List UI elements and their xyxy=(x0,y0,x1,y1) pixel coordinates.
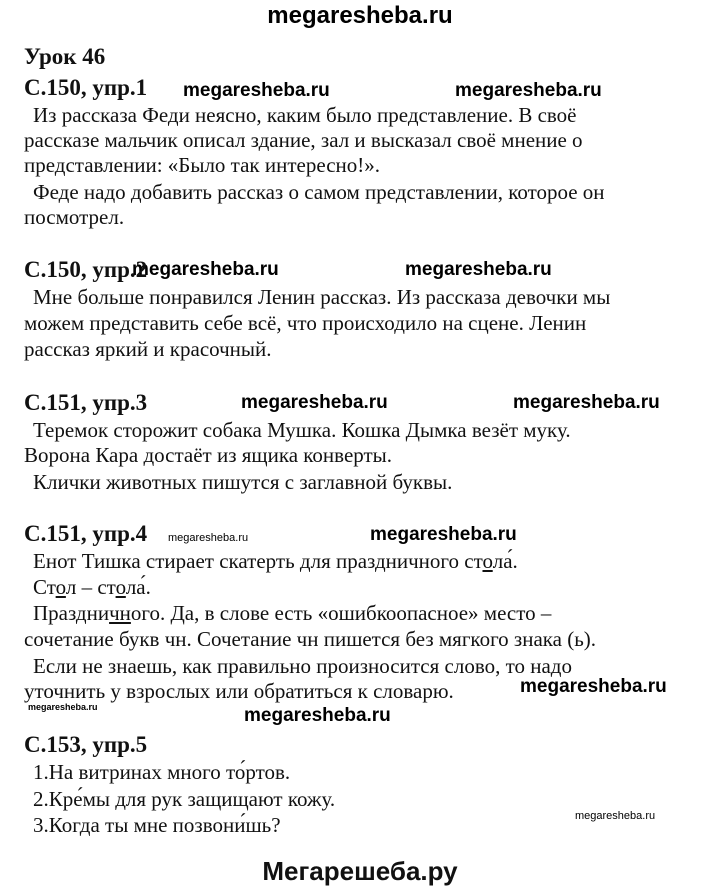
exercise-5-heading: С.153, упр.5 xyxy=(24,732,148,757)
exercise-1-line: Из рассказа Феди неясно, каким было представление. В своё xyxy=(33,103,577,127)
exercise-1-line: посмотрел. xyxy=(24,205,125,229)
exercise-3-line: Клички животных пишутся с заглавной буквы. xyxy=(33,470,453,494)
lesson-title: Урок 46 xyxy=(24,44,106,69)
footer-site-name: Мегарешеба.ру xyxy=(262,856,458,886)
watermark: megaresheba.ru xyxy=(575,810,656,822)
top-watermark: megaresheba.ru xyxy=(267,2,453,29)
exercise-3-heading: С.151, упр.3 xyxy=(24,390,148,415)
exercise-2-line: рассказ яркий и красочный. xyxy=(24,337,272,361)
exercise-5-line: 3.Когда ты мне позвони́шь? xyxy=(33,813,281,837)
exercise-4-line: Енот Тишка стирает скатерть для праздничного стола́. xyxy=(33,549,518,573)
watermark: megaresheba.ru xyxy=(405,259,552,280)
exercise-2-heading: С.150, упр.2 xyxy=(24,257,148,282)
watermark: megaresheba.ru xyxy=(241,392,388,413)
watermark: megaresheba.ru xyxy=(370,524,517,545)
watermark: megaresheba.ru xyxy=(132,259,279,280)
exercise-5-line: 1.На витринах много то́ртов. xyxy=(33,760,291,784)
exercise-1-line: рассказе мальчик описал здание, зал и высказал своё мнение о xyxy=(24,128,583,152)
exercise-3-line: Ворона Кара достаёт из ящика конверты. xyxy=(24,443,393,467)
exercise-2-line: можем представить себе всё, что происходило на сцене. Ленин xyxy=(24,311,587,335)
exercise-4-line: Праздничного. Да, в слове есть «ошибкоопасное» место – xyxy=(33,601,552,625)
exercise-4-line: Если не знаешь, как правильно произносится слово, то надо xyxy=(33,654,572,678)
watermark: megaresheba.ru xyxy=(513,392,660,413)
watermark: megaresheba.ru xyxy=(168,532,249,544)
exercise-4-line: сочетание букв чн. Сочетание чн пишется без мягкого знака (ь). xyxy=(24,627,597,651)
exercise-1-line: представлении: «Было так интересно!». xyxy=(24,153,381,177)
exercise-4-line: уточнить у взрослых или обратиться к словарю. xyxy=(24,679,454,703)
exercise-5-line: 2.Кре́мы для рук защищают кожу. xyxy=(33,787,336,811)
watermark: megaresheba.ru xyxy=(520,676,667,697)
exercise-1-heading: С.150, упр.1 xyxy=(24,75,148,100)
watermark: megaresheba.ru xyxy=(183,80,330,101)
watermark: megaresheba.ru xyxy=(28,702,98,712)
exercise-1-line: Феде надо добавить рассказ о самом представлении, которое он xyxy=(33,180,605,204)
watermark: megaresheba.ru xyxy=(455,80,602,101)
watermark: megaresheba.ru xyxy=(244,705,391,726)
exercise-4-heading: С.151, упр.4 xyxy=(24,521,148,546)
exercise-4-line: Стол – стола́. xyxy=(33,575,151,599)
exercise-3-line: Теремок сторожит собака Мушка. Кошка Дымка везёт муку. xyxy=(33,418,571,442)
exercise-2-line: Мне больше понравился Ленин рассказ. Из рассказа девочки мы xyxy=(33,285,611,309)
